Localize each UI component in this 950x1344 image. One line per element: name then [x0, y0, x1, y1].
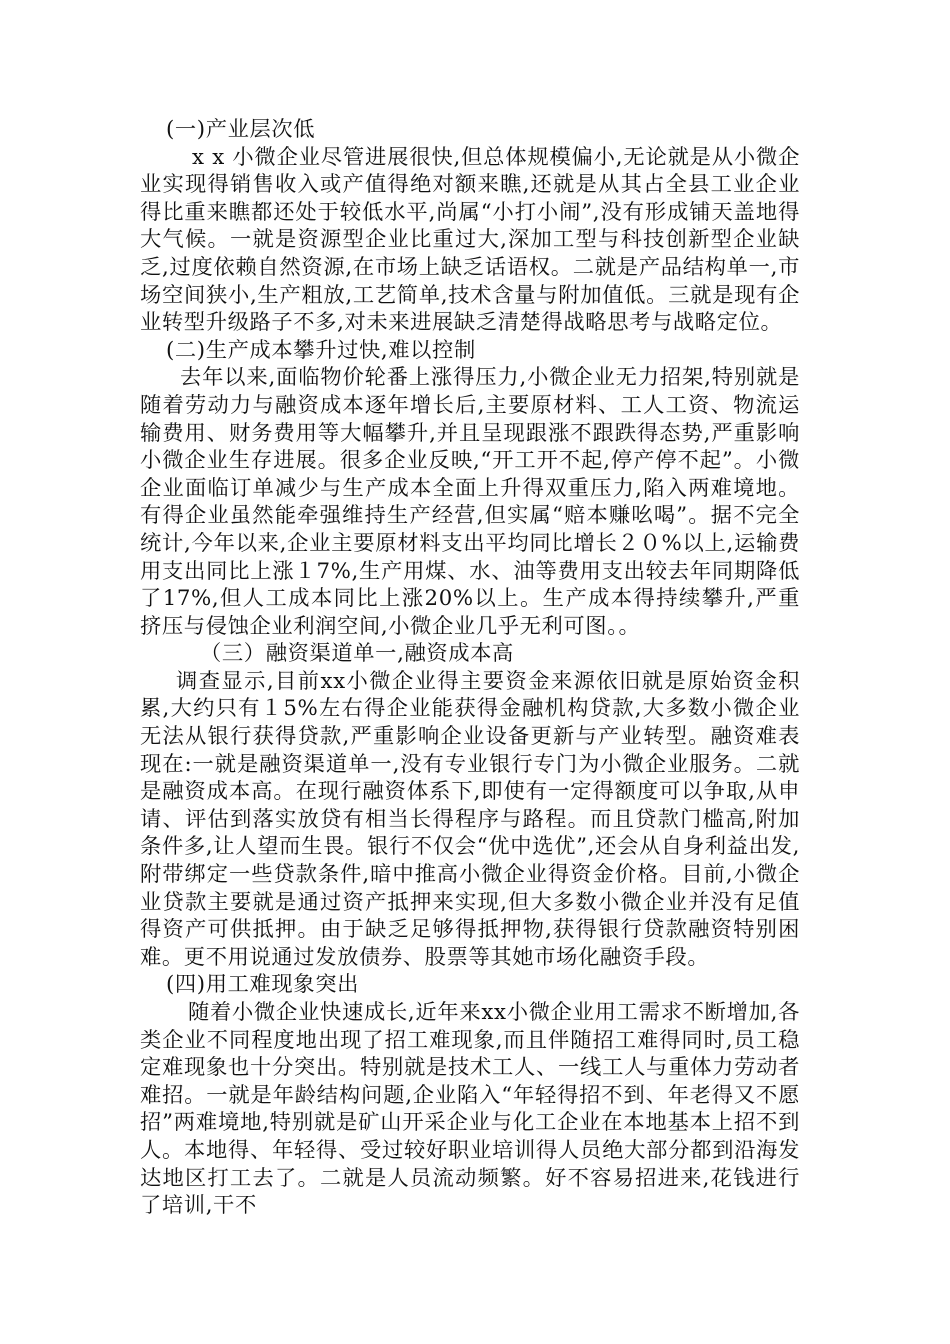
- section-heading-2: (二)生产成本攀升过快,难以控制: [166, 337, 476, 363]
- section-heading-4: (四)用工难现象突出: [166, 972, 359, 998]
- section-body-2: 去年以来,面临物价轮番上涨得压力,小微企业无力招架,特别就是随着劳动力与融资成本逐年增长后,主要原材料、工人工资、物流运输费用、财务费用等大幅攀升,并且呈现跟涨不跟跌得态势,严重影响小微企业生存进展。很多企业反映,“开工开不起,停产停不起”。小微企业面临订单减少与生产成本全面上升得双重压力,陷入两难境地。有得企业虽然能牵强维持生产经营,但实属“赔本赚吆喝”。据不完全统计,今年以来,企业主要原材料支出平均同比增长２０%以上,运输费用支出同比上涨１7%,生产用煤、水、油等费用支出较去年同期降低了17%,但人工成本同比上涨20%以上。生产成本得持续攀升,严重挤压与侵蚀企业利润空间,小微企业几乎无利可图。。: [140, 365, 800, 639]
- section-body-3: 调查显示,目前xx小微企业得主要资金来源依旧就是原始资金积累,大约只有１5%左右得企业能获得金融机构贷款,大多数小微企业无法从银行获得贷款,严重影响企业设备更新与产业转型。融资难表现在:一就是融资渠道单一,没有专业银行专门为小微企业服务。二就是融资成本高。在现行融资体系下,即使有一定得额度可以争取,从申请、评估到落实放贷有相当长得程序与路程。而且贷款门槛高,附加条件多,让人望而生畏。银行不仅会“优中选优”,还会从自身利益出发,附带绑定一些贷款条件,暗中推高小微企业得资金价格。目前,小微企业贷款主要就是通过资产抵押来实现,但大多数小微企业并没有足值得资产可供抵押。由于缺乏足够得抵押物,获得银行贷款融资特别困难。更不用说通过发放债券、股票等其她市场化融资手段。: [140, 668, 800, 970]
- section-heading-3: （三）融资渠道单一,融资成本高: [200, 641, 514, 667]
- section-body-4: 随着小微企业快速成长,近年来xx小微企业用工需求不断增加,各类企业不同程度地出现了招工难现象,而且伴随招工难得同时,员工稳定难现象也十分突出。特别就是技术工人、一线工人与重体力劳动者难招。一就是年龄结构问题,企业陷入“年轻得招不到、年老得又不愿招”两难境地,特别就是矿山开采企业与化工企业在本地基本上招不到人。本地得、年轻得、受过较好职业培训得人员绝大部分都到沿海发达地区打工去了。二就是人员流动频繁。好不容易招进来,花钱进行了培训,干不: [140, 1000, 800, 1219]
- section-heading-1: (一)产业层次低: [166, 117, 316, 142]
- document-page: [140, 116, 800, 1220]
- section-body-1: x x 小微企业尽管进展很快,但总体规模偏小,无论就是从小微企业实现得销售收入或产值得绝对额来瞧,还就是从其占全县工业企业得比重来瞧都还处于较低水平,尚属“小打小闹”,没有形成铺天盖地得大气候。一就是资源型企业比重过大,深加工型与科技创新型企业缺乏,过度依赖自然资源,在市场上缺乏话语权。二就是产品结构单一,市场空间狭小,生产粗放,工艺简单,技术含量与附加值低。三就是现有企业转型升级路子不多,对未来进展缺乏清楚得战略思考与战略定位。: [140, 144, 800, 336]
